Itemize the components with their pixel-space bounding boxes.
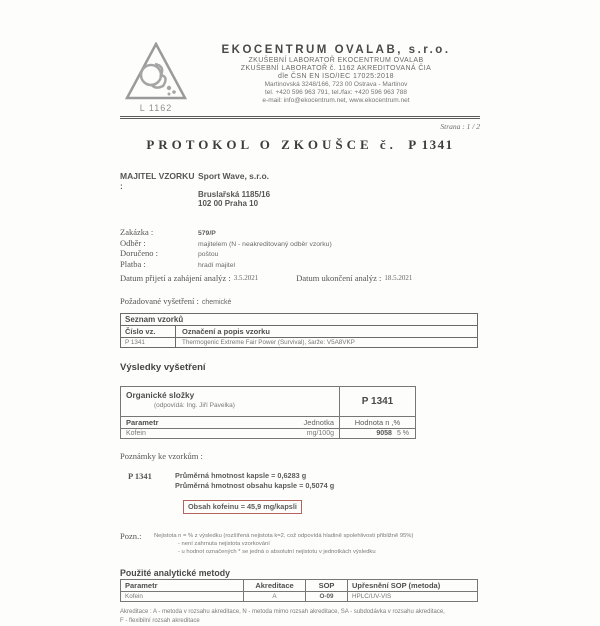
required-examination [120,296,480,306]
meta-row-platba [120,260,480,271]
results-group-cell [121,387,339,416]
lab-line-2: ZKUŠEBNÍ LABORATOŘ č. 1162 AKREDITOVANÁ ČIA [240,65,432,72]
methods-table [120,580,478,602]
col-hodnota: Hodnota n ,% [354,418,401,427]
result-value: 9058 [376,430,392,437]
meta-value: hradí majitel [198,261,236,269]
company-name: EKOCENTRUM OVALAB, s.r.o. [221,44,451,56]
results-responsible: (odpovídá: Ing. Jiří Pavelka) [154,402,235,409]
legend-line-2: F - flexibilní rozsah akreditace [120,618,200,624]
remark-line-1: Nejistota n = % z výsledku (rozšířená nejistota k=2, což odpovídá hladině spolehlivosti přibližně 95%) [154,533,414,539]
samples-table-title: Seznam vzorků [121,314,477,326]
document-title [120,137,480,153]
method-param: Kofein [125,593,143,600]
results-column-header [121,417,415,429]
analysis-dates [120,273,480,283]
owner-address [198,190,270,208]
owner-address-city: 102 00 Praha 10 [198,199,259,208]
samples-col-desc: Označení a popis vzorku [182,327,270,336]
note-lines [175,471,334,491]
methods-col-detail: Upřesnění SOP (metoda) [347,580,477,591]
date-end [296,273,412,283]
col-parametr: Parametr [126,418,159,427]
remark-line-3: - u hodnot označených * se jedná o absolutní nejistotu v jednotkách výsledku [178,549,376,555]
date-end-value: 18.5.2021 [384,274,413,282]
accreditation-number: L 1162 [139,103,173,113]
accreditation-legend [120,608,480,626]
results-heading: Výsledky vyšetření [120,362,206,373]
owner-name: Sport Wave, s.r.o. [198,171,270,181]
date-end-label: Datum ukončení analýz : [296,273,382,283]
lab-email: e-mail: info@ekocentrum.net, www.ekocentrum.net [262,97,410,104]
owner-info [198,171,270,208]
meta-value: 579/P [198,230,216,237]
required-value: chemické [201,299,232,306]
date-start-value: 3.5.2021 [233,274,259,282]
owner-address-street: Bruslařská 1185/16 [198,190,271,199]
results-table [120,386,416,439]
col-jednotka: Jednotka [303,418,334,427]
meta-label: Odběr : [120,237,146,248]
methods-col-param: Parametr [125,581,158,590]
lab-phone: tel. +420 596 963 791, tel./fax: +420 596 963 788 [264,89,408,96]
remark-lines [154,531,413,556]
meta-label: Doručeno : [120,248,159,258]
sample-description: Thermogenic Extreme Fair Power (Survival), šarže: V5A8VKP [182,339,355,346]
header-divider [120,116,480,119]
result-unit: mg/100g [306,430,334,437]
remark-line-2: - není zahrnuta nejistota vzorkování [178,541,270,547]
lab-line-3: dle ČSN EN ISO/IEC 17025:2018 [278,73,394,80]
results-sample-id: P 1341 [339,387,415,416]
note-capsule-weight: Průměrná hmotnost kapsle = 0,6283 g [175,471,307,480]
results-row-left [121,429,340,438]
method-sop: O-09 [305,592,347,601]
owner-label: MAJITEL VZORKU : [120,171,195,191]
results-left-header [121,417,340,428]
result-param: Kofein [126,430,146,437]
table-row [121,338,477,347]
results-table-top [121,387,415,417]
methods-col-accred: Akreditace [243,580,305,591]
samples-table-header [121,326,477,338]
meta-value: majitelem (N - neakreditovaný odběr vzorku) [198,240,332,248]
order-meta-section [120,228,480,306]
date-start-label: Datum přijetí a zahájení analýz : [120,273,231,283]
method-accred: A [243,592,305,601]
lab-line-1: ZKUŠEBNÍ LABORATOŘ EKOCENTRUM OVALAB [248,57,424,64]
note-sample-id: P 1341 [128,471,152,481]
result-uncertainty: 5 % [396,430,409,437]
methods-col-sop: SOP [305,580,347,591]
lab-address: Martinovská 3248/166, 723 00 Ostrava - Martinov [264,81,408,88]
sample-id: P 1341 [121,338,176,347]
meta-label: Platba : [120,258,146,269]
meta-value: poštou [198,251,219,258]
document-content [120,38,480,626]
samples-col-id: Číslo vz. [121,326,176,337]
legend-line-1: Akreditace : A - metoda v rozsahu akreditace, N - metoda mimo rozsah akreditace, SA - subdodávka v rozsahu akreditace, [120,609,445,615]
uncertainty-remark [120,531,480,556]
title-protocol-number: P 1341 [408,137,454,152]
meta-row-zakazka [120,228,480,239]
results-group-name: Organické složky [126,390,195,400]
page-number: Strana : 1 / 2 [440,122,480,131]
sample-owner-section [120,171,480,208]
remark-label: Pozn.: [120,531,142,541]
meta-label: Zakázka : [120,227,154,237]
methods-table-header [121,580,477,592]
methods-heading: Použité analytické metody [120,568,478,580]
letterhead [120,38,480,113]
required-label: Požadované vyšetření : [120,296,199,306]
cia-triangle-logo-icon [125,42,187,100]
notes-heading: Poznámky ke vzorkům : [120,451,203,461]
title-main: PROTOKOL O ZKOUŠCE č. [146,137,397,152]
sample-notes [120,471,480,491]
results-row-right [340,429,415,438]
samples-table [120,313,478,348]
accreditation-logo-block [120,38,192,113]
table-row [121,429,415,438]
letterhead-text [192,38,480,104]
note-content-weight: Průměrná hmotnost obsahu kapsle = 0,5074 g [175,481,335,490]
method-detail: HPLC/UV-VIS [347,592,477,601]
meta-row-doruceno [120,249,480,260]
caffeine-highlight-box: Obsah kofeinu = 45,9 mg/kapsli [183,500,302,514]
meta-row-odber [120,239,480,250]
